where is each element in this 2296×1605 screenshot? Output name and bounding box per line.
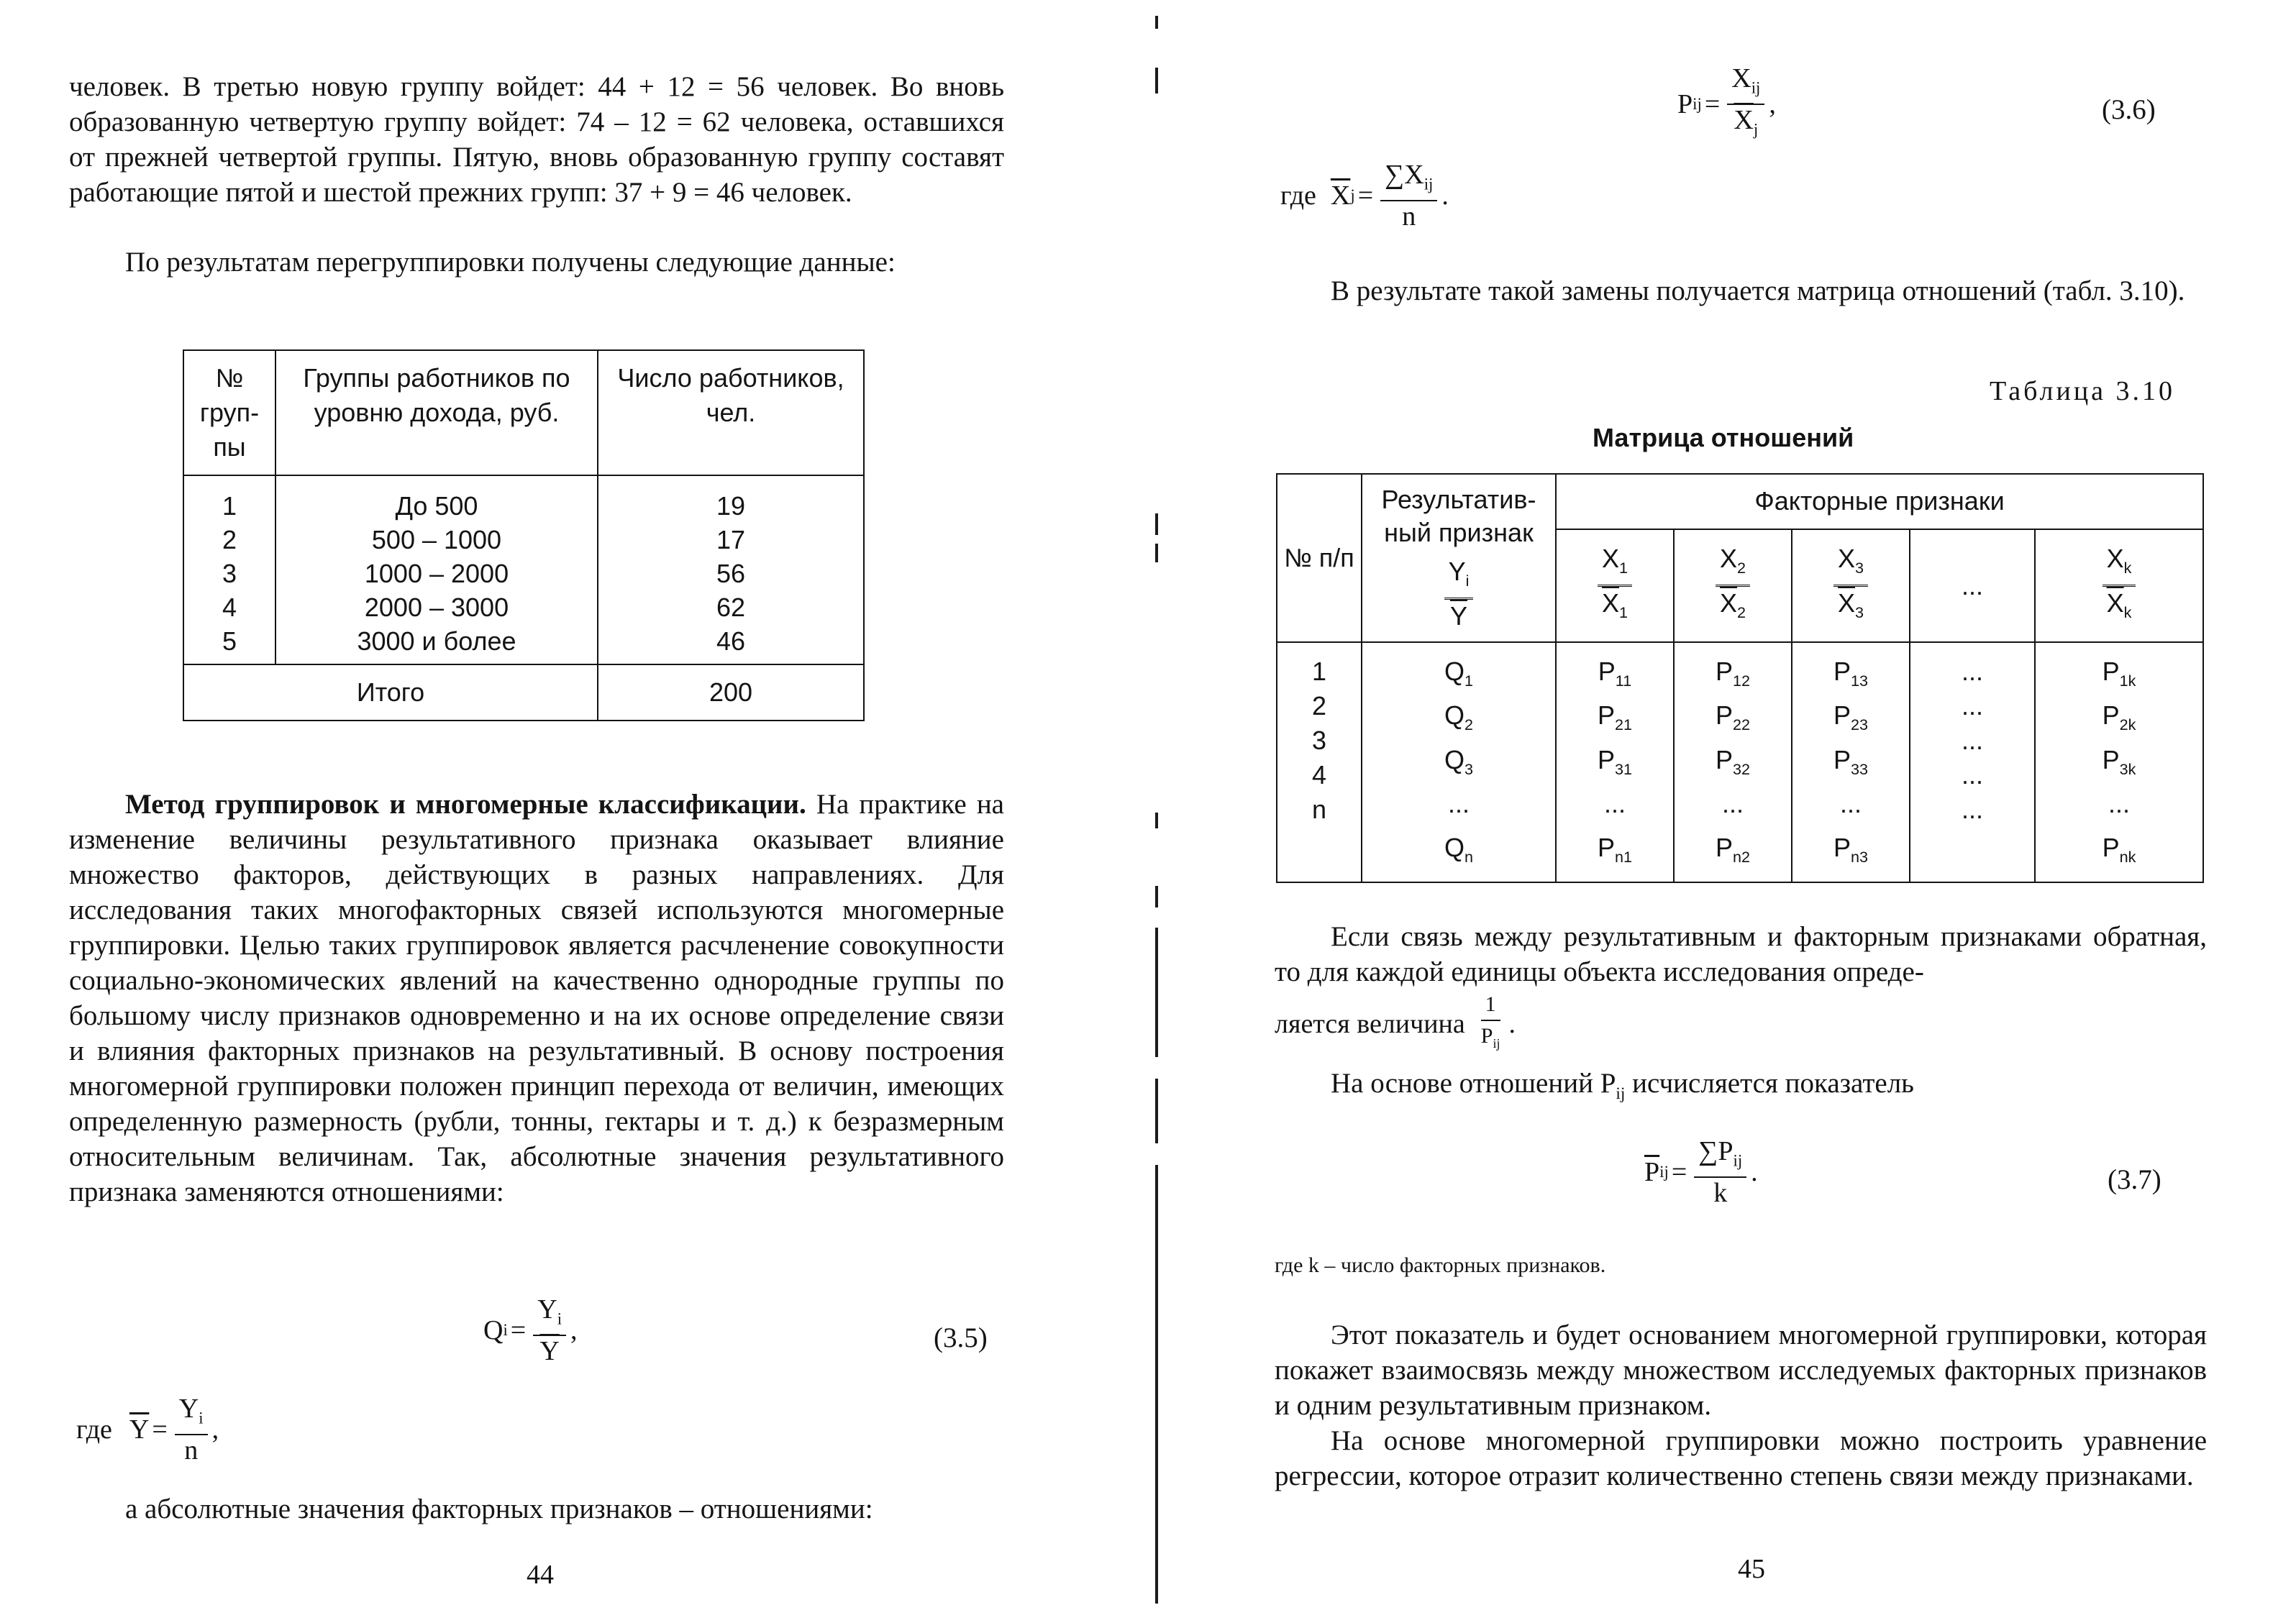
cell: $P_{2k}$ [2102,700,2136,734]
paragraph: человек. В третью новую группу войдет: 44 + 12 = 56 человек. Во вновь образованную четвертую группу войдет: 74 – 12 = 62 человека, оставшихся от прежней четвертой группы. Пятую, вновь образованную группу составят работающие пятой и шестой прежних групп: 37 + 9 = 46 человек. [69,71,1004,208]
paragraph-text: На практике на изменение величины результативного признака оказывает влияние множество факторов, действующих в разных направлениях. Для исследования таких многофакторных связей используются многомерные группировки. Целью таких группировок является расчленение совокупности социально-экономических явлений на качественно однородные группы по большому числу признаков одновременно и на их основе определение связи и влияния факторных признаков на результативный. В основу построения многомерной группировки положен принцип перехода от величин, имеющих определенную размерность (рубли, тонны, гектары и т. д.) к безразмерным относительным величинам. Так, абсолютные значения результативного признака заменяются отношениями: [69,789,1004,1207]
cell: $P_{3k}$ [2102,744,2136,778]
number-column [1277,642,1362,882]
numerator: X [1837,543,1855,573]
numerator: Y [537,1294,557,1325]
formula-3-6 [1677,63,1776,145]
p-column-3 [1792,642,1910,882]
cell: $Q_n$ [1444,832,1474,866]
cell: $P_{32}$ [1715,744,1751,778]
cell: $P_{23}$ [1833,700,1869,734]
paragraph: Этот показатель и будет основанием многомерной группировки, которая покажет взаимосвязь между множеством исследуемых факторных признаков и одним результативным признаком. [1275,1320,2207,1421]
fraction [175,1394,208,1465]
formula-sub: j [1753,120,1759,139]
cell: $P_{12}$ [1715,657,1751,690]
paragraph: По результатам перегруппировки получены следующие данные: [125,247,896,278]
cell: 3 [1311,726,1327,756]
cell: 2000 – 3000 [364,593,509,622]
formula-lhs: Q [483,1314,504,1345]
paragraph-text: исчисляется показатель [1625,1068,1914,1099]
cell: 56 [716,559,746,588]
denominator: n [184,1435,199,1465]
formula-sub: i [199,1409,204,1427]
where-label: где [1280,180,1316,211]
table-header-row [183,350,864,475]
formula-tail: , [211,1414,219,1445]
right-page [1275,0,2207,1605]
formula-sub: 2 [1737,559,1746,577]
cell: $Q_1$ [1444,657,1474,690]
cell: $P_{13}$ [1833,657,1869,690]
cell: 5 [222,626,237,656]
numerator: Y [178,1394,199,1424]
formula-sub: ij [1423,175,1434,193]
fraction [1694,1136,1746,1208]
formula-sub: 1 [1619,603,1628,622]
denominator: n [1402,201,1416,232]
left-page [69,0,1004,1605]
formula-sub: k [2123,603,2132,622]
formula-sub: k [2123,559,2132,577]
worker-count-column [598,475,864,664]
cell: 1 [222,491,237,521]
numerator: X [1719,543,1737,573]
denominator: k [1713,1177,1728,1208]
formula-tail: . [1441,180,1449,211]
factor-header [2035,529,2203,642]
paragraph-text: ляется величина [1275,1009,1465,1039]
denominator: $\overline{X}$ [1837,588,1855,618]
factor-header-ellipsis: ... [1910,529,2035,642]
book-spine [1155,0,1160,1605]
numerator: ∑X [1385,160,1424,190]
result-ratio [1444,555,1474,633]
table-caption: Таблица 3.10 [1990,376,2176,406]
cell: $Q_2$ [1444,700,1474,734]
equals-sign: = [510,1314,527,1345]
cell: 2 [222,525,237,554]
section-heading: Метод группировок и многомерные классификации. [125,789,806,820]
cell: 1 [1311,657,1327,687]
cell: ... [1961,795,1983,825]
denominator: $\overline{X}$ [1719,588,1737,618]
factors-header: Факторные признаки [1556,474,2203,529]
fraction [533,1294,566,1366]
formula-sub: 2 [1737,603,1746,622]
total-value: 200 [598,664,864,721]
cell: 3000 и более [357,626,516,656]
cell: ... [2108,788,2130,818]
page-number: 44 [527,1560,554,1590]
cell: ... [1961,760,1983,790]
formula-sub: ij [1659,1162,1669,1181]
cell: До 500 [395,491,478,521]
cell: $P_{21}$ [1597,700,1633,734]
paragraph [1275,1066,2207,1112]
equation-number: (3.5) [934,1322,988,1353]
cell: ... [1839,788,1862,818]
cell: 62 [716,593,746,622]
numerator: X [1601,543,1619,573]
footnote-text: где k – число факторных признаков. [1275,1253,1606,1277]
cell: n [1311,795,1327,825]
column-header: № п/п [1277,474,1362,642]
cell: 46 [716,626,746,656]
denominator: Y [1449,601,1467,631]
total-row [183,664,864,721]
inverse-formula [1275,989,1516,1058]
paragraph-text: На основе отношений P [1331,1068,1616,1099]
where-label: где [76,1414,112,1445]
formula-3-7 [1644,1136,1758,1208]
formula-y-mean [76,1394,219,1465]
formula-lhs: $\overline{X}$ [1330,180,1351,211]
fraction [1477,989,1505,1058]
income-groups-table [183,349,865,721]
formula-x-mean [1280,160,1449,232]
equals-sign: = [1357,180,1374,211]
p-column-k [2035,642,2203,882]
cell: $P_{11}$ [1598,657,1632,690]
formula-sub: 3 [1855,559,1864,577]
cell: ... [1961,726,1983,756]
group-number-column [183,475,275,664]
factor-header [1674,529,1792,642]
equation-number: (3.6) [2102,94,2156,125]
formula-tail: . [1751,1156,1758,1187]
paragraph: В результате такой замены получается матрица отношений (табл. 3.10). [1331,275,2185,306]
cell: 1000 – 2000 [364,559,509,588]
cell: $P_{n1}$ [1597,832,1633,866]
result-header [1362,474,1556,642]
page-number: 45 [1738,1554,1765,1584]
table-header-row [1277,474,2203,529]
denominator: P [1480,1024,1493,1048]
income-range-column [275,475,598,664]
section-paragraph [69,787,1004,1210]
formula-sub: i [1465,572,1470,590]
denominator: $\overline{X}$ [1601,588,1619,618]
cell: 19 [716,491,746,521]
formula-sub: i [503,1320,508,1339]
cell: ... [1447,788,1470,818]
table-row [1277,642,2203,882]
cell: $P_{nk}$ [2102,832,2136,866]
ratio-matrix-table [1276,473,2204,883]
cell: ... [1603,788,1626,818]
cell: 500 – 1000 [371,525,502,554]
column-header: Число работников, чел. [598,350,864,475]
ellipsis-column [1910,642,2035,882]
cell: 17 [716,525,746,554]
table-title: Матрица отношений [1593,423,1854,452]
numerator: ∑P [1698,1136,1734,1166]
equals-sign: = [1671,1156,1687,1187]
numerator: X [2106,543,2124,573]
cell: ... [1721,788,1744,818]
formula-sub: ij [1493,1036,1500,1051]
cell: ... [1961,691,1983,721]
paragraph: а абсолютные значения факторных признаков – отношениями: [125,1494,873,1524]
cell: $P_{n3}$ [1833,832,1869,866]
q-column [1362,642,1556,882]
formula-tail: . [1508,1009,1516,1039]
formula-sub: j [1350,186,1355,204]
cell: ... [1961,657,1983,687]
column-header: Результатив-ный признак [1381,485,1536,547]
formula-sub: i [557,1309,562,1328]
factor-header [1556,529,1674,642]
formula-lhs: $\overline{Y}$ [129,1414,150,1445]
formula-sub: 1 [1619,559,1628,577]
cell: $P_{n2}$ [1715,832,1751,866]
total-label: Итого [183,664,598,721]
p-column-2 [1674,642,1792,882]
formula-tail: , [1769,88,1776,119]
cell: $P_{22}$ [1715,700,1751,734]
factor-header [1792,529,1910,642]
formula-tail: , [570,1314,578,1345]
numerator: X [1731,63,1751,93]
formula-sub: 3 [1855,603,1864,622]
cell: $P_{31}$ [1597,744,1633,778]
fraction [1727,63,1764,145]
cell: $P_{33}$ [1833,744,1869,778]
denominator: $\overline{X}$ [1734,104,1754,135]
formula-sub: ij [1751,78,1761,97]
numerator: Y [1448,557,1466,586]
denominator: $\overline{X}$ [2106,588,2124,618]
formula-sub: ij [1733,1151,1743,1170]
cell: 3 [222,559,237,588]
cell: 2 [1311,691,1327,721]
paragraph: На основе многомерной группировки можно построить уравнение регрессии, которое отразит количественно степень связи между признаками. [1275,1425,2207,1491]
table-row [183,475,864,664]
cell: 4 [222,593,237,622]
equals-sign: = [152,1414,168,1445]
formula-sub: ij [1693,94,1702,113]
cell: $Q_3$ [1444,744,1474,778]
column-header: № груп-пы [183,350,275,475]
paragraph: Если связь между результативным и факторным признаками обратная, то для каждой единицы объекта исследования опреде- [1275,921,2207,987]
p-column-1 [1556,642,1674,882]
formula-3-5 [483,1294,578,1366]
equals-sign: = [1704,88,1721,119]
cell: 4 [1311,760,1327,790]
equation-number: (3.7) [2108,1164,2161,1195]
formula-sub: ij [1616,1084,1626,1103]
formula-lhs: P [1677,88,1693,119]
numerator: 1 [1481,989,1500,1021]
formula-lhs: $\overline{P}$ [1644,1156,1660,1187]
cell: $P_{1k}$ [2102,657,2136,690]
fraction [1380,160,1437,232]
column-header: Группы работников по уровню дохода, руб. [275,350,598,475]
denominator: Y [539,1335,560,1366]
